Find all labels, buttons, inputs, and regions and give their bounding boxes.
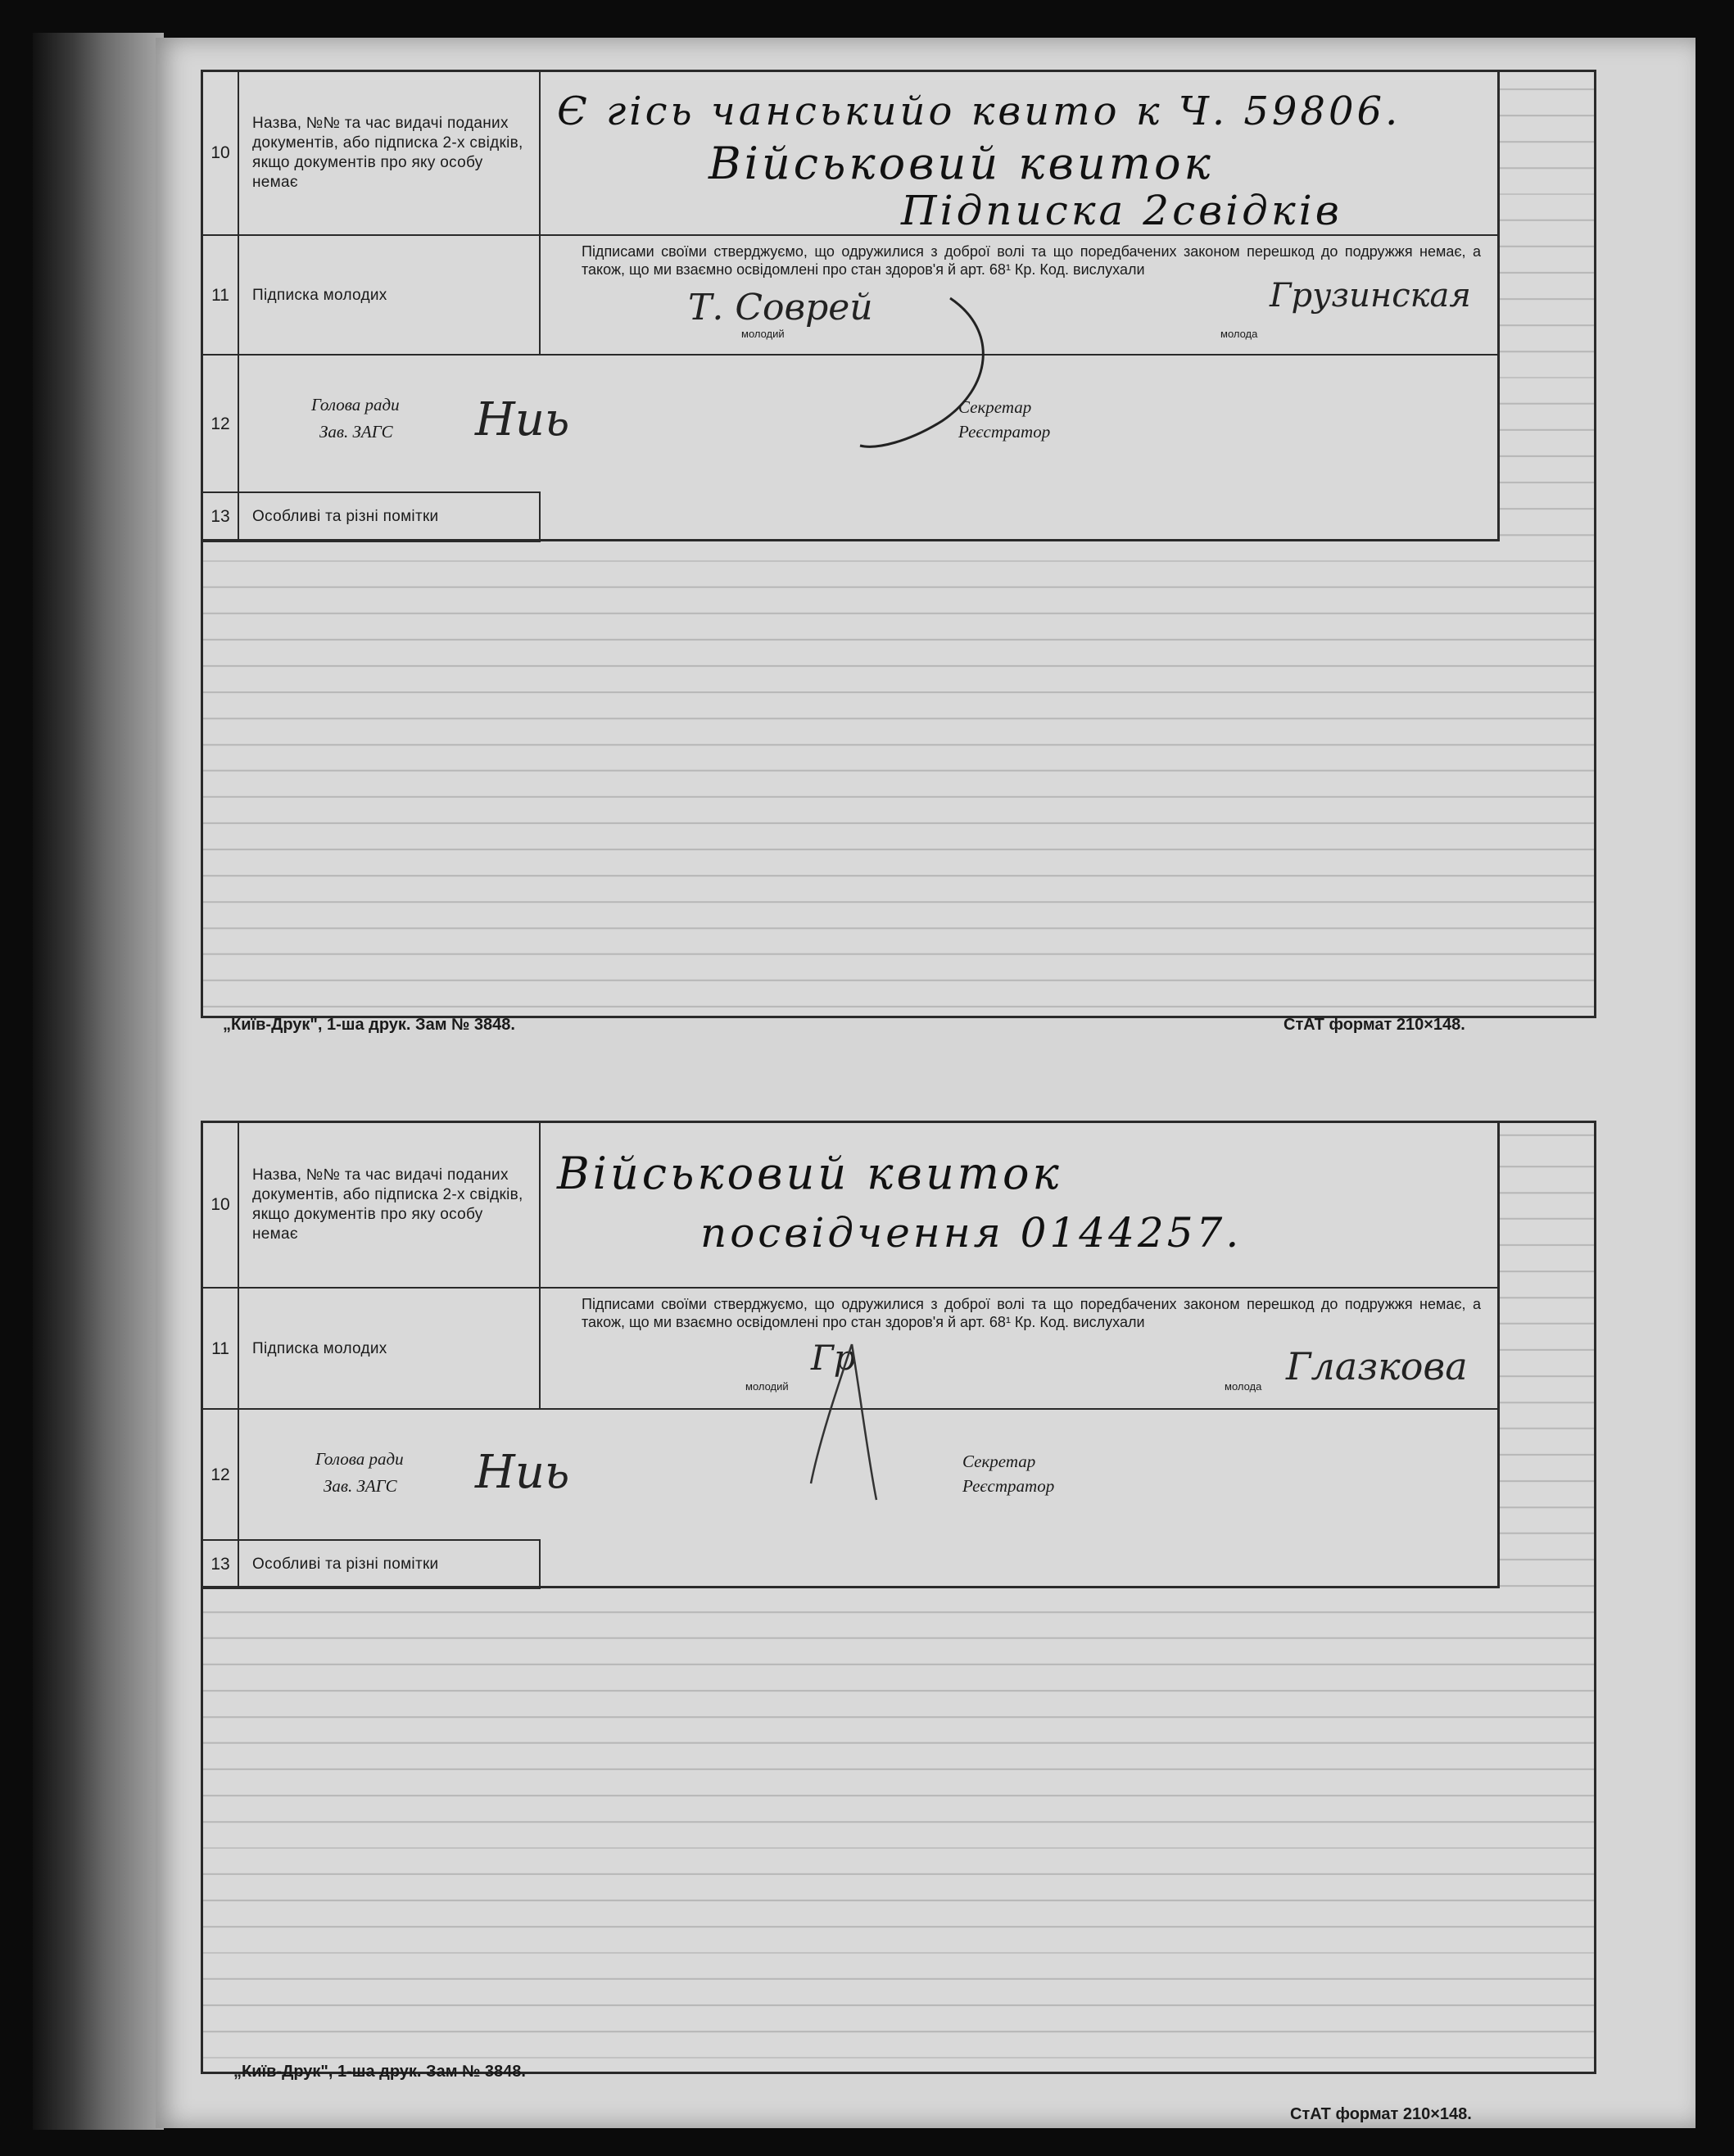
row-number: 11: [203, 236, 239, 356]
row-label: Назва, №№ та час видачі поданих документів, або підписка 2-х свідків, якщо документів про яку особу немає: [238, 72, 541, 234]
handwritten-line: Військовий квиток: [709, 138, 1214, 189]
signature-flourish: [803, 1344, 901, 1508]
row-label: Підписка молодих: [238, 236, 541, 356]
row-couple-content: [541, 1289, 1497, 1410]
head-label: Зав. ЗАГС: [324, 1476, 397, 1496]
marriage-record-form-bottom: [201, 1121, 1596, 2074]
row-label: Назва, №№ та час видачі поданих документів, або підписка 2-х свідків, якщо документів про яку особу немає: [238, 1123, 541, 1287]
bride-signature: Грузинская: [1270, 277, 1471, 315]
row-documents-content: [541, 72, 1497, 234]
row-notes: [203, 491, 541, 542]
row-label: Особливі та різні помітки: [238, 1541, 541, 1588]
row-number: 10: [203, 72, 239, 234]
row-number: 12: [203, 1410, 239, 1541]
signature-flourish: [827, 298, 1007, 462]
consent-statement: Підписами своїми стверджуємо, що одружилися з доброї волі та що поредбачених законом перешкод до подружжя немає, а також, що ми взаємно освідомлені про стан здоров'я й арт. 68¹ Кр. Код. вислухали: [582, 1296, 1481, 1330]
row-number: 13: [203, 493, 239, 541]
secretary-label: Секретар: [958, 397, 1032, 417]
handwritten-line: Є гісь чанськийо квито к Ч. 59806.: [557, 88, 1401, 134]
row-number: 12: [203, 356, 239, 493]
head-signature: Ниь: [475, 393, 570, 446]
secretary-label: Секретар: [962, 1452, 1036, 1471]
bride-caption: молода: [1225, 1380, 1262, 1393]
row-officials: [203, 1408, 1497, 1541]
form-grid: [203, 1123, 1500, 1588]
format-note: СтАТ формат 210×148.: [1284, 1016, 1465, 1034]
format-note: СтАТ формат 210×148.: [1290, 2105, 1472, 2123]
printer-imprint: „Київ-Друк", 1-ша друк. Зам № 3848.: [233, 2063, 526, 2081]
row-number: 10: [203, 1123, 239, 1287]
bride-caption: молода: [1220, 328, 1258, 340]
groom-signature: Гр: [811, 1338, 856, 1378]
officials-area: [238, 1410, 1497, 1541]
row-notes: [203, 1539, 541, 1589]
head-label: Зав. ЗАГС: [319, 422, 393, 442]
row-label: Підписка молодих: [238, 1289, 541, 1410]
marriage-record-form-top: [201, 70, 1596, 1018]
chair-label: Голова ради: [315, 1449, 404, 1469]
consent-statement: Підписами своїми стверджуємо, що одружилися з доброї волі та що поредбачених законом перешкод до подружжя немає, а також, що ми взаємно освідомлені про стан здоров'я й арт. 68¹ Кр. Код. вислухали: [582, 243, 1481, 278]
chair-label: Голова ради: [311, 395, 400, 414]
head-signature: Ниь: [475, 1446, 570, 1499]
registrar-label: Реєстратор: [962, 1476, 1055, 1496]
row-documents-content: [541, 1123, 1497, 1287]
form-grid: [203, 72, 1500, 541]
row-number: 13: [203, 1541, 239, 1588]
handwritten-line: Підписка 2свідків: [901, 187, 1342, 234]
row-documents: [203, 1123, 1497, 1287]
groom-caption: молодий: [745, 1380, 789, 1393]
row-documents: [203, 72, 1497, 234]
officials-area: [238, 356, 1497, 493]
bride-signature: Глазкова: [1286, 1344, 1468, 1388]
book-binding-edge: [33, 33, 164, 2130]
row-label: Особливі та різні помітки: [238, 493, 541, 541]
row-couple-content: [541, 236, 1497, 356]
groom-signature: Т. Соврей: [688, 287, 873, 328]
groom-caption: молодий: [741, 328, 785, 340]
handwritten-line: посвідчення 0144257.: [700, 1209, 1243, 1257]
registrar-label: Реєстратор: [958, 422, 1051, 442]
row-officials: [203, 354, 1497, 493]
handwritten-line: Військовий квиток: [557, 1148, 1062, 1199]
printer-imprint: „Київ-Друк", 1-ша друк. Зам № 3848.: [223, 1016, 515, 1034]
row-number: 11: [203, 1289, 239, 1410]
